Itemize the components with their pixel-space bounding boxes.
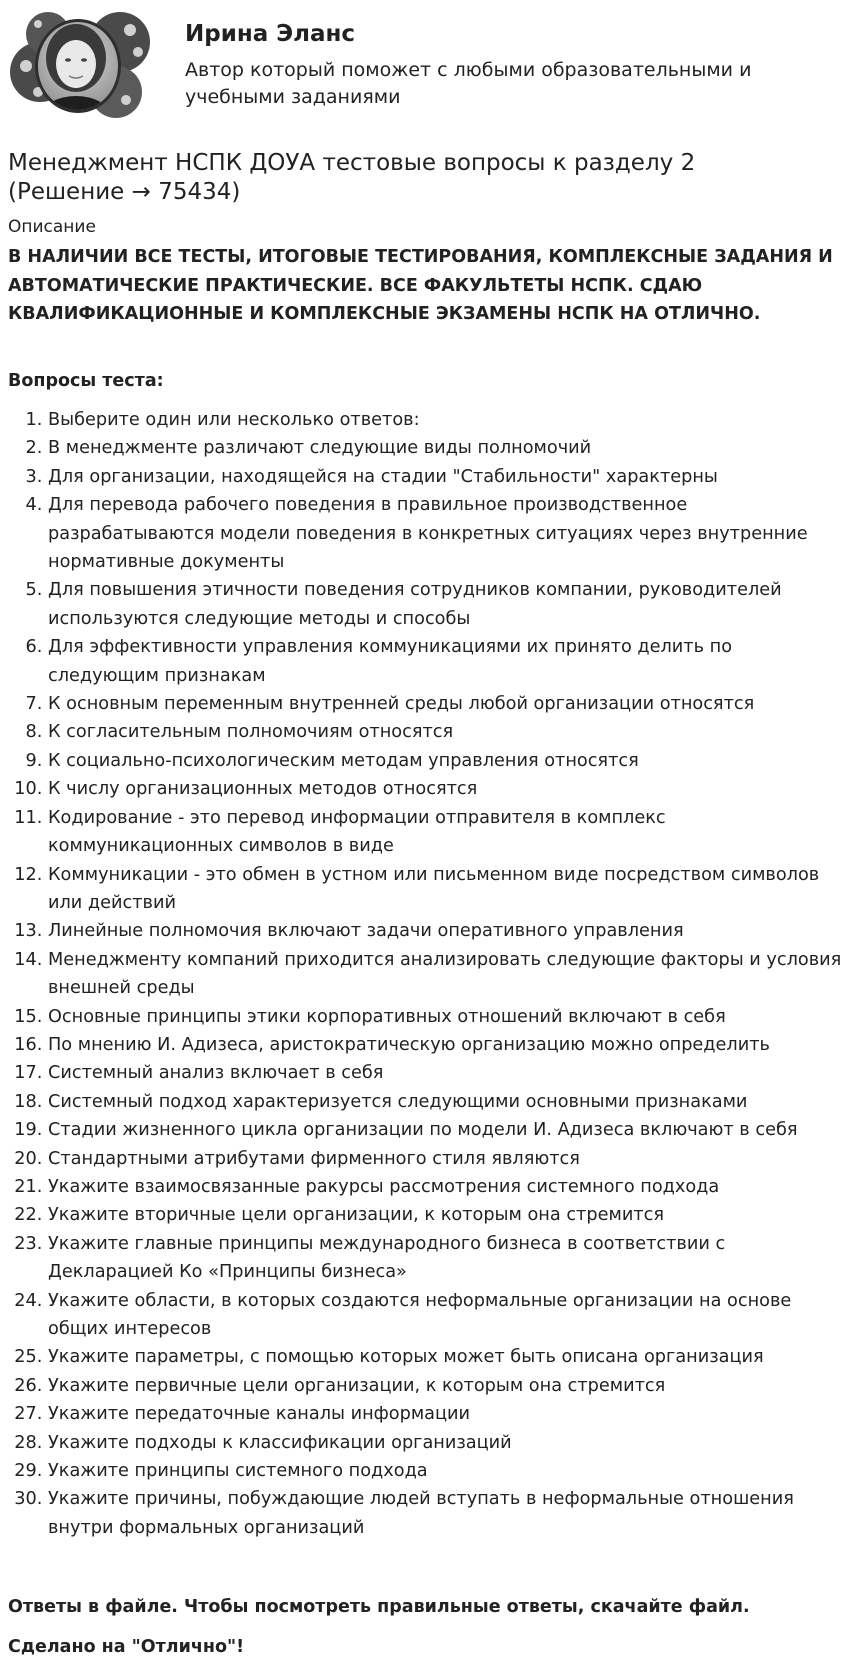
avatar [8,8,156,126]
page-title: Менеджмент НСПК ДОУА тестовые вопросы к разделу 2 (Решение → 75434) [8,150,696,205]
list-item: 20. Стандартными атрибутами фирменного стиля являются [48,1145,845,1173]
list-item: 21. Укажите взаимосвязанные ракурсы рассмотрения системного подхода [48,1173,845,1201]
list-item: 19. Стадии жизненного цикла организации по модели И. Адизеса включают в себя [48,1116,845,1144]
list-item: 18. Системный подход характеризуется следующими основными признаками [48,1088,845,1116]
list-item: 3. Для организации, находящейся на стадии "Стабильности" характерны [48,463,845,491]
list-item: 16. По мнению И. Адизеса, аристократическую организацию можно определить [48,1031,845,1059]
list-item: 11. Кодирование - это перевод информации отправителя в комплекс коммуникационных символов в виде [48,804,845,861]
list-item: 4. Для перевода рабочего поведения в правильное производственное разрабатываются модели поведения в конкретных ситуациях через внутренние нормативные документы [48,491,845,576]
list-item: 27. Укажите передаточные каналы информации [48,1400,845,1428]
author-card [8,8,838,128]
description-label: Описание [8,217,96,237]
questions-list [0,406,845,1542]
list-item: 14. Менеджменту компаний приходится анализировать следующие факторы и условия внешней среды [48,946,845,1003]
list-item: 13. Линейные полномочия включают задачи оперативного управления [48,917,845,945]
list-item: 15. Основные принципы этики корпоративных отношений включают в себя [48,1003,845,1031]
promo-text: В НАЛИЧИИ ВСЕ ТЕСТЫ, ИТОГОВЫЕ ТЕСТИРОВАНИЯ, КОМПЛЕКСНЫЕ ЗАДАНИЯ И АВТОМАТИЧЕСКИЕ ПРАКТИЧЕСКИЕ. ВСЕ ФАКУЛЬТЕТЫ НСПК. СДАЮ КВАЛИФИКАЦИОННЫЕ И КОМПЛЕКСНЫЕ ЭКЗАМЕНЫ НСПК НА ОТЛИЧНО. [8,247,833,324]
list-item: 25. Укажите параметры, с помощью которых может быть описана организация [48,1343,845,1371]
list-item: 22. Укажите вторичные цели организации, к которым она стремится [48,1201,845,1229]
list-item: 5. Для повышения этичности поведения сотрудников компании, руководителей используются следующие методы и способы [48,576,845,633]
author-description: Автор который поможет с любыми образовательными и учебными заданиями [185,59,752,108]
answers-note: Ответы в файле. Чтобы посмотреть правильные ответы, скачайте файл. [8,1597,750,1617]
list-item: 10. К числу организационных методов относятся [48,775,845,803]
list-item: 29. Укажите принципы системного подхода [48,1457,845,1485]
list-item: 24. Укажите области, в которых создаются неформальные организации на основе общих интересов [48,1287,845,1344]
list-item: 7. К основным переменным внутренней среды любой организации относятся [48,690,845,718]
list-item: 23. Укажите главные принципы международного бизнеса в соответствии с Декларацией Ко «Принципы бизнеса» [48,1230,845,1287]
author-name[interactable]: Ирина Эланс [185,21,356,47]
list-item: 6. Для эффективности управления коммуникациями их принято делить по следующим признакам [48,633,845,690]
questions-heading: Вопросы теста: [8,371,164,391]
list-item: 2. В менеджменте различают следующие виды полномочий [48,434,845,462]
author-photo-film-frame-icon [8,8,156,126]
done-note: Сделано на "Отлично"! [8,1637,245,1657]
list-item: 9. К социально-психологическим методам управления относятся [48,747,845,775]
list-item: 12. Коммуникации - это обмен в устном или письменном виде посредством символов или действий [48,861,845,918]
list-item: 17. Системный анализ включает в себя [48,1059,845,1087]
list-item: 28. Укажите подходы к классификации организаций [48,1429,845,1457]
list-item: 8. К согласительным полномочиям относятся [48,718,845,746]
list-item: 26. Укажите первичные цели организации, к которым она стремится [48,1372,845,1400]
list-item: 1. Выберите один или несколько ответов: [48,406,845,434]
list-item: 30. Укажите причины, побуждающие людей вступать в неформальные отношения внутри формальных организаций [48,1485,845,1542]
